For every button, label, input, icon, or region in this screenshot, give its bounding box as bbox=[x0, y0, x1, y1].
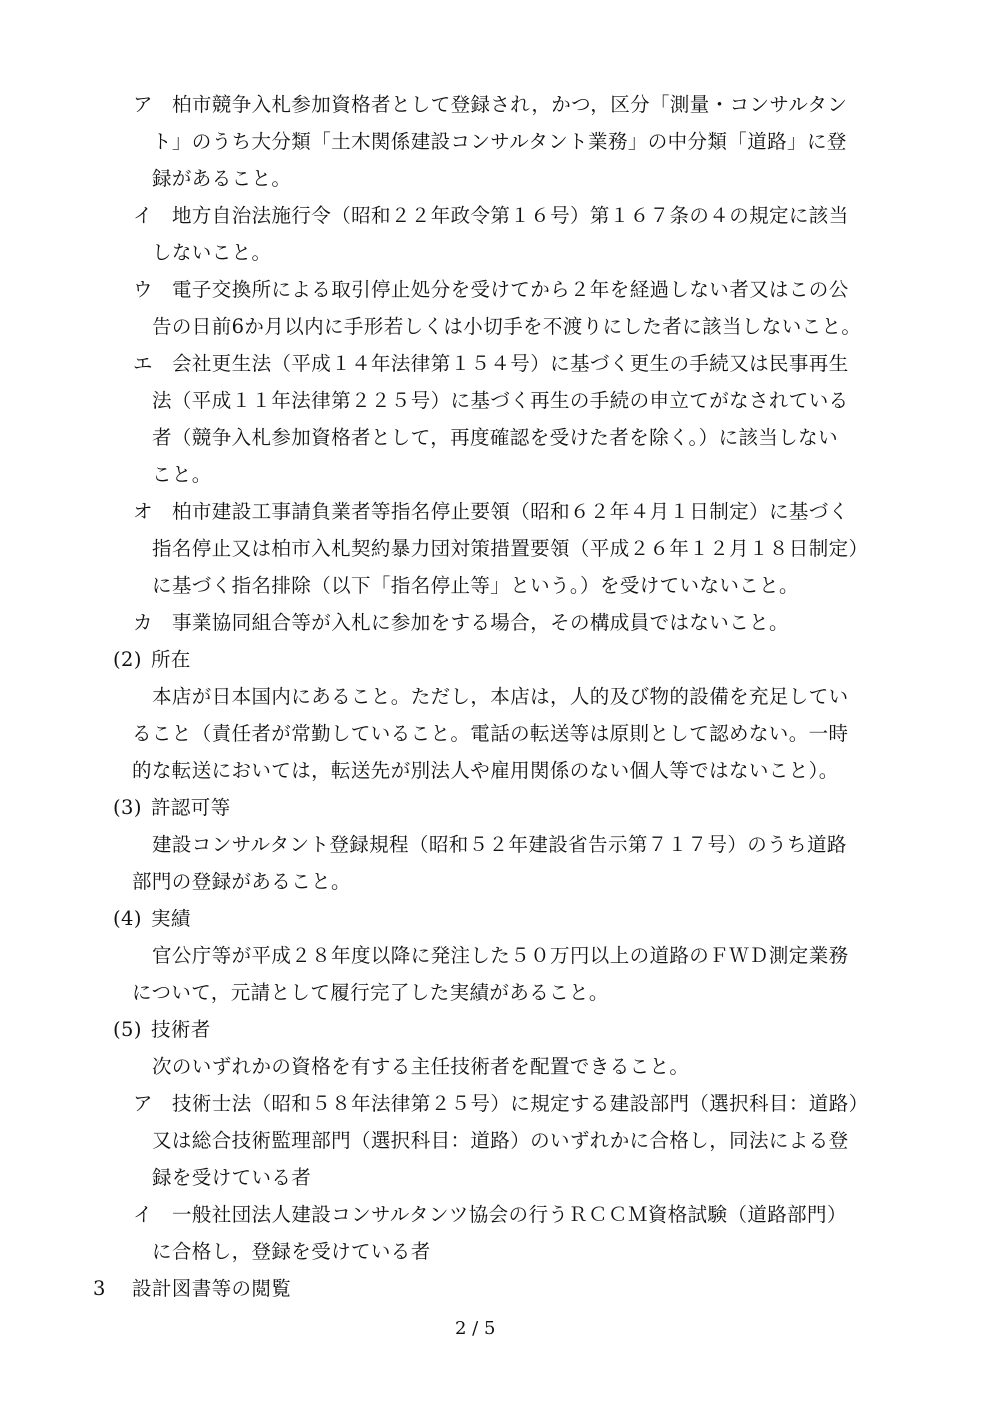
item-text-line: 柏市建設工事請負業者等指名停止要領（昭和６２年４月１日制定）に基づく bbox=[172, 500, 849, 523]
item-text-line: 地方自治法施行令（昭和２２年政令第１６号）第１６７条の４の規定に該当 bbox=[172, 204, 849, 227]
section-marker: (5) bbox=[113, 1018, 142, 1041]
section-marker: (3) bbox=[113, 796, 142, 819]
section-marker: (2) bbox=[113, 648, 142, 671]
item-text-line: しないこと。 bbox=[152, 241, 272, 264]
section-text-line: 官公庁等が平成２８年度以降に発注した５０万円以上の道路のＦＷＤ測定業務 bbox=[152, 944, 849, 967]
item-text-line: こと。 bbox=[152, 463, 212, 486]
section-marker: (4) bbox=[113, 907, 142, 930]
section-text-line: 的な転送においては，転送先が別法人や雇用関係のない個人等ではないこと）。 bbox=[132, 759, 839, 782]
item-marker: ウ bbox=[133, 278, 153, 301]
section-heading: 設計図書等の閲覧 bbox=[132, 1277, 292, 1300]
item-text-line: 柏市競争入札参加資格者として登録され，かつ，区分「測量・コンサルタン bbox=[172, 93, 848, 116]
item-text-line: 電子交換所による取引停止処分を受けてから２年を経過しない者又はこの公 bbox=[172, 278, 849, 301]
section-text-line: 部門の登録があること。 bbox=[132, 870, 351, 893]
item-text-line: 又は総合技術監理部門（選択科目：道路）のいずれかに合格し，同法による登 bbox=[152, 1129, 849, 1152]
page-number: 2 / 5 bbox=[455, 1318, 496, 1339]
item-text-line: に基づく指名排除（以下「指名停止等」という。）を受けていないこと。 bbox=[152, 574, 799, 597]
item-marker: オ bbox=[133, 500, 153, 523]
item-text-line: 告の日前6か月以内に手形若しくは小切手を不渡りにした者に該当しないこと。 bbox=[152, 315, 862, 338]
section-text-line: について，元請として履行完了した実績があること。 bbox=[132, 981, 609, 1004]
section-text-line: ること（責任者が常勤していること。電話の転送等は原則として認めない。一時 bbox=[132, 722, 849, 745]
section-heading: 許認可等 bbox=[151, 796, 231, 819]
item-text-line: ト」のうち大分類「土木関係建設コンサルタント業務」の中分類「道路」に登 bbox=[152, 130, 847, 153]
section-text-line: 建設コンサルタント登録規程（昭和５２年建設省告示第７１７号）のうち道路 bbox=[152, 833, 847, 856]
section-text-line: 次のいずれかの資格を有する主任技術者を配置できること。 bbox=[152, 1055, 690, 1078]
item-text-line: に合格し，登録を受けている者 bbox=[152, 1240, 431, 1263]
item-marker: イ bbox=[133, 204, 153, 227]
section-heading: 実績 bbox=[151, 907, 191, 930]
section-heading: 所在 bbox=[151, 648, 191, 671]
item-marker: エ bbox=[133, 352, 153, 375]
item-text-line: 者（競争入札参加資格者として，再度確認を受けた者を除く。）に該当しない bbox=[152, 426, 838, 449]
item-text-line: 法（平成１１年法律第２２５号）に基づく再生の手続の申立てがなされている bbox=[152, 389, 849, 412]
section-heading: 技術者 bbox=[151, 1018, 211, 1041]
item-marker: カ bbox=[133, 611, 153, 634]
item-text-line: 会社更生法（平成１４年法律第１５４号）に基づく更生の手続又は民事再生 bbox=[172, 352, 849, 375]
item-text-line: 事業協同組合等が入札に参加をする場合，その構成員ではないこと。 bbox=[172, 611, 789, 634]
item-text-line: 技術士法（昭和５８年法律第２５号）に規定する建設部門（選択科目：道路） bbox=[172, 1092, 869, 1115]
section-number: 3 bbox=[93, 1277, 106, 1300]
item-marker: イ bbox=[133, 1203, 153, 1226]
item-text-line: 指名停止又は柏市入札契約暴力団対策措置要領（平成２６年１２月１８日制定） bbox=[152, 537, 869, 560]
item-text-line: 録があること。 bbox=[152, 167, 292, 190]
item-marker: ア bbox=[133, 93, 153, 116]
item-text-line: 録を受けている者 bbox=[152, 1166, 312, 1189]
section-text-line: 本店が日本国内にあること。ただし，本店は，人的及び物的設備を充足してい bbox=[152, 685, 849, 708]
item-text-line: 一般社団法人建設コンサルタンツ協会の行うＲＣＣＭ資格試験（道路部門） bbox=[172, 1203, 847, 1226]
item-marker: ア bbox=[133, 1092, 153, 1115]
